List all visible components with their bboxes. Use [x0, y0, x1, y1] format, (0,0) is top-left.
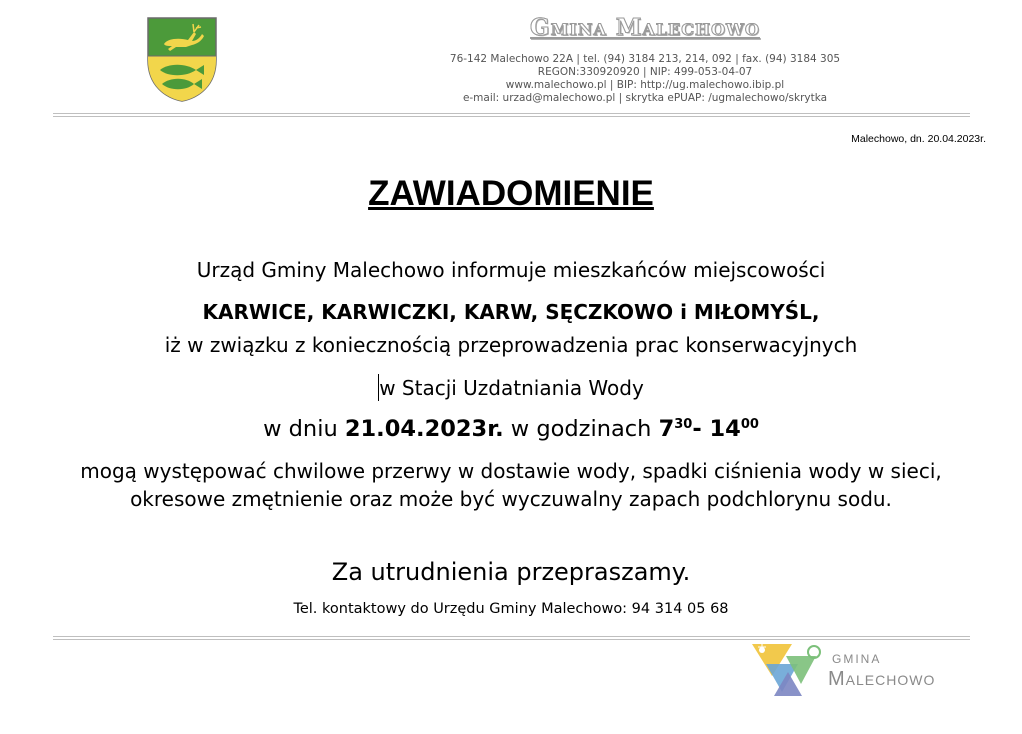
- place-line: [0, 374, 1022, 401]
- localities-text: KARWICE, KARWICZKI, KARW, SĘCZKOWO i MIŁOMYŚL,: [202, 300, 820, 324]
- time-start-hour: 7: [658, 416, 675, 442]
- when-mid: w godzinach: [510, 416, 652, 442]
- when-prefix: w dniu: [263, 416, 338, 442]
- contact-block: [400, 53, 890, 105]
- time-separator: - 14: [692, 416, 741, 442]
- web-line: www.malechowo.pl | BIP: http://ug.malechowo.ibip.pl: [505, 79, 785, 91]
- document-date: Malechowo, dn. 20.04.2023r.: [851, 133, 986, 145]
- place-text: w Stacji Uzdatniania Wody: [379, 376, 644, 400]
- address-line: 76-142 Malechowo 22A | tel. (94) 3184 213, 214, 092 | fax. (94) 3184 305: [449, 53, 841, 65]
- intro-text: Urząd Gminy Malechowo informuje mieszkańców miejscowości: [196, 258, 826, 282]
- time-start-min: 30: [674, 417, 693, 432]
- email-line: e-mail: urzad@malechowo.pl | skrytka ePUAP: /ugmalechowo/skrytka: [462, 92, 828, 104]
- footer-logo-line2: Malechowo: [828, 668, 936, 690]
- footer-logo-line1: GMINA: [832, 652, 882, 666]
- coat-of-arms-icon: [146, 16, 218, 102]
- regon-line: REGON:330920920 | NIP: 499-053-04-07: [537, 66, 753, 78]
- schedule-line: [0, 416, 1022, 442]
- when-date: 21.04.2023r.: [344, 416, 504, 442]
- footer-divider: [53, 636, 970, 640]
- document-title: ZAWIADOMIENIE: [368, 174, 654, 213]
- apology-text: Za utrudnienia przepraszamy.: [331, 558, 691, 586]
- contact-phone: Tel. kontaktowy do Urzędu Gminy Malechowo: 94 314 05 68: [293, 601, 729, 617]
- effects-line-2: okresowe zmętnienie oraz może być wyczuwalny zapach podchlorynu sodu.: [130, 487, 892, 511]
- time-end-min: 00: [740, 417, 759, 432]
- reason-text: iż w związku z koniecznością przeprowadzenia prac konserwacyjnych: [164, 333, 858, 357]
- org-name: Gmina Malechowo: [530, 14, 760, 41]
- header-divider: [53, 113, 970, 117]
- effects-line-1: mogą występować chwilowe przerwy w dostawie wody, spadki ciśnienia wody w sieci,: [80, 459, 942, 483]
